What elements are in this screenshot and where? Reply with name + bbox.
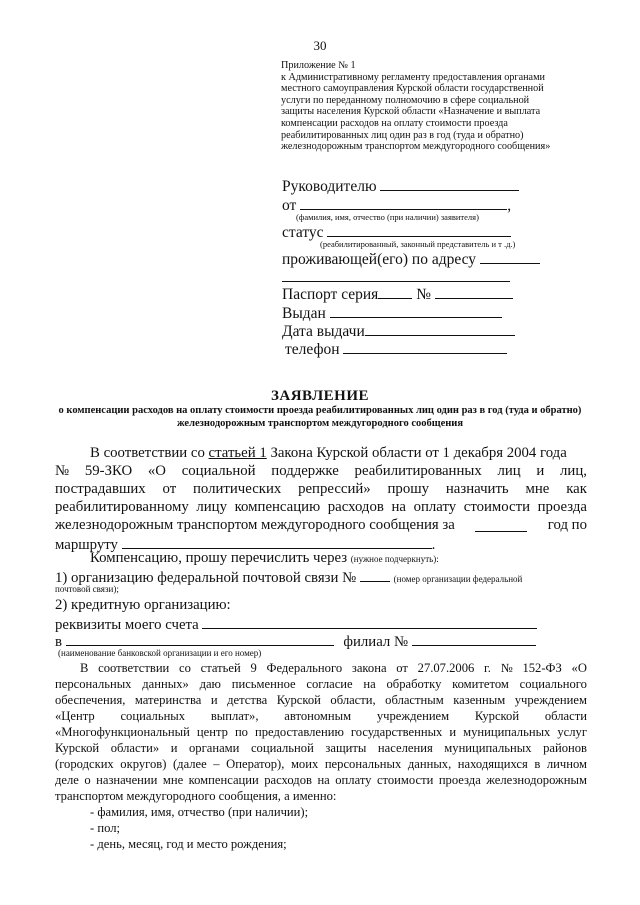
word: районов xyxy=(543,741,587,755)
word: «Многофункциональный xyxy=(55,725,190,739)
word: соответствии xyxy=(98,661,170,675)
payment-option-bank[interactable]: 2) кредитную организацию: xyxy=(55,597,231,613)
word: на xyxy=(363,677,376,691)
word: оплату xyxy=(335,773,372,787)
status-blank[interactable] xyxy=(327,222,511,237)
document-subtitle: о компенсации расходов на оплату стоимости проезда реабилитированных лиц один раз в год (туда и обратно) железнодорожным транспортом междугородного сообщения xyxy=(58,405,582,429)
word: письменное xyxy=(231,677,296,691)
consent-line4 xyxy=(55,709,587,724)
word: учреждением xyxy=(376,709,450,723)
appendix-line: железнодорожным транспортом междугородного сообщения» xyxy=(281,141,551,153)
word: – xyxy=(213,757,220,771)
word: области xyxy=(544,709,587,723)
from-blank[interactable] xyxy=(300,195,507,210)
payment-option-post[interactable] xyxy=(55,567,522,587)
word: обеспечения, xyxy=(55,693,126,707)
word: политических xyxy=(193,481,282,497)
para1-line3 xyxy=(55,481,587,498)
consent-item: - день, месяц, год и место рождения; xyxy=(90,837,287,851)
law-article-link[interactable]: статьей 1 xyxy=(208,445,267,461)
word: компенсацию xyxy=(234,499,321,515)
word: округов) xyxy=(120,757,167,771)
word: расходов xyxy=(327,499,384,515)
passport-number-blank[interactable] xyxy=(435,284,513,299)
word: детства xyxy=(227,693,268,707)
word: выплат», xyxy=(210,709,259,723)
word: Курской xyxy=(55,741,100,755)
word: (городских xyxy=(55,757,114,771)
word: поддержке xyxy=(271,463,339,479)
word: обработку xyxy=(386,677,442,691)
appendix-line: к Административному регламенту предоставления органами xyxy=(281,71,545,83)
consent-line1 xyxy=(80,661,587,676)
address-field xyxy=(282,249,540,269)
word: комитетом xyxy=(452,677,509,691)
word: казенным xyxy=(453,693,506,707)
word: на xyxy=(317,773,330,787)
para1-text: В соответствии со xyxy=(90,445,205,461)
word: как xyxy=(566,481,587,497)
consent-line2 xyxy=(55,677,587,692)
word: материнства xyxy=(134,693,202,707)
issued-blank[interactable] xyxy=(330,303,502,318)
word: социального xyxy=(519,677,587,691)
appendix-line: Приложение № 1 xyxy=(281,60,356,71)
word: № xyxy=(500,661,513,675)
word: стоимости xyxy=(463,499,531,515)
route-label: маршруту xyxy=(55,537,118,553)
word: социальных xyxy=(120,709,186,723)
word: 152-ФЗ xyxy=(522,661,562,675)
word: личном xyxy=(546,757,587,771)
consent-line6 xyxy=(55,741,587,756)
from-label: от xyxy=(282,197,297,214)
word: 59-ЗКО xyxy=(84,463,133,479)
payment-intro-text: Компенсацию, прошу перечислить через xyxy=(90,550,348,566)
word: Оператор), xyxy=(226,757,285,771)
consent-item: - пол; xyxy=(90,821,120,835)
issued-field xyxy=(282,303,502,323)
address-label: проживающей(его) по адресу xyxy=(282,251,477,268)
payment-intro-hint: (нужное подчеркнуть): xyxy=(350,554,439,564)
word: прошу xyxy=(387,481,430,497)
appendix-header xyxy=(281,60,581,153)
issued-label: Выдан xyxy=(282,305,326,322)
word: «Центр xyxy=(55,709,95,723)
word: 9 xyxy=(250,661,257,675)
word: даю xyxy=(199,677,221,691)
para1-line2 xyxy=(55,463,587,480)
word: услуг xyxy=(557,725,587,739)
word: социальной xyxy=(250,741,314,755)
passport-series-label: Паспорт серия xyxy=(282,286,379,303)
word: и xyxy=(170,741,178,755)
word: предоставлению xyxy=(255,725,344,739)
issue-date-label: Дата выдачи xyxy=(282,323,365,340)
word: муниципальных xyxy=(463,725,551,739)
head-blank[interactable] xyxy=(380,176,519,191)
status-hint: (реабилитированный, законный представитель и т .д.) xyxy=(320,239,516,249)
consent-line9: транспортом междугородного сообщения, а именно: xyxy=(55,789,337,803)
para1-text: Закона Курской области от 1 декабря 2004 года xyxy=(270,445,567,461)
word: статьей xyxy=(200,661,241,675)
word: оплату xyxy=(413,499,457,515)
word: области» xyxy=(110,741,160,755)
word: мне xyxy=(162,773,184,787)
word: № xyxy=(55,463,70,479)
option-post-hint: (номер организации федеральной xyxy=(393,574,523,584)
option-post-hint-2: почтовой связи); xyxy=(55,584,119,594)
word: данных» xyxy=(142,677,189,691)
word: репрессий» xyxy=(298,481,371,497)
word: автономным xyxy=(284,709,352,723)
appendix-line: реабилитированных лиц один раз в год (туда и обратно) xyxy=(281,129,524,141)
address-blank[interactable] xyxy=(480,249,540,264)
post-office-number-blank[interactable] xyxy=(360,567,390,582)
word: о xyxy=(84,773,91,787)
word: персональных xyxy=(324,757,402,771)
word: защиты xyxy=(325,741,367,755)
word: деле xyxy=(55,773,79,787)
word: от xyxy=(396,661,408,675)
word: государственных xyxy=(350,725,443,739)
word: моих xyxy=(290,757,319,771)
account-label: реквизиты моего счета xyxy=(55,617,199,633)
para1-line4 xyxy=(55,499,587,516)
word: персональных xyxy=(55,677,132,691)
word: (далее xyxy=(172,757,207,771)
word: Курской xyxy=(474,709,520,723)
word: по xyxy=(234,725,248,739)
word: стоимости xyxy=(376,773,434,787)
word: 27.07.2006 xyxy=(417,661,475,675)
option-post-text: 1) организацию федеральной почтовой связи № xyxy=(55,570,357,586)
word: закона xyxy=(351,661,387,675)
issue-date-blank[interactable] xyxy=(365,321,515,336)
word: реабилитированных xyxy=(354,463,482,479)
word: со xyxy=(179,661,191,675)
head-label: Руководителю xyxy=(282,178,377,195)
word: и xyxy=(210,693,218,707)
consent-line5 xyxy=(55,725,587,740)
from-hint: (фамилия, имя, отчество (при наличии) заявителя) xyxy=(296,212,479,222)
word: назначить xyxy=(445,481,509,497)
word: «О xyxy=(147,463,166,479)
bank-prefix: в xyxy=(55,634,62,650)
address-blank-line-2[interactable] xyxy=(282,281,510,282)
word: и xyxy=(449,725,457,739)
status-label: статус xyxy=(282,224,324,241)
consent-item: - фамилия, имя, отчество (при наличии); xyxy=(90,805,309,819)
appendix-line: услуги по переданному полномочию в сфере социальной xyxy=(281,94,530,106)
word: Курской xyxy=(276,693,321,707)
word: реабилитированному xyxy=(55,499,189,515)
word: компенсации xyxy=(188,773,259,787)
word: В xyxy=(80,661,89,675)
para1-line5 xyxy=(55,517,587,534)
consent-line7 xyxy=(55,757,587,772)
page-number: 30 xyxy=(313,38,327,53)
phone-blank[interactable] xyxy=(343,339,507,354)
consent-line3 xyxy=(55,693,587,708)
from-comma: , xyxy=(507,197,512,214)
document-title: ЗАЯВЛЕНИЕ xyxy=(270,388,370,404)
issue-date-field xyxy=(282,321,515,341)
word: назначении xyxy=(96,773,158,787)
word: лиц xyxy=(497,463,521,479)
word: муниципальных xyxy=(444,741,532,755)
word: лицу xyxy=(196,499,227,515)
word: областным xyxy=(385,693,444,707)
passport-number-label: № xyxy=(416,286,431,303)
word: проезда xyxy=(537,499,587,515)
phone-label: телефон xyxy=(285,341,340,358)
word: согласие xyxy=(306,677,353,691)
word: центр xyxy=(196,725,228,739)
word: железнодорожным xyxy=(486,773,587,787)
word: расходов xyxy=(264,773,312,787)
word: Федерального xyxy=(266,661,343,675)
word: социальной xyxy=(181,463,256,479)
para1-text: железнодорожным транспортом междугородного сообщения за xyxy=(55,517,455,533)
appendix-line: защиты населения Курской области «Назначение и выплата xyxy=(281,106,541,118)
word: проезда xyxy=(438,773,481,787)
passport-field xyxy=(282,284,513,304)
payment-intro xyxy=(90,550,439,567)
word: населения xyxy=(377,741,433,755)
word: органами xyxy=(189,741,240,755)
word: области, xyxy=(330,693,376,707)
word: пострадавших xyxy=(55,481,146,497)
word: в xyxy=(534,757,541,771)
appendix-line: компенсации расходов на оплату стоимости проезда xyxy=(281,117,508,129)
word: на xyxy=(391,499,406,515)
appendix-line: местного самоуправления Курской области государственной xyxy=(281,83,544,95)
para1-text: год по xyxy=(547,517,587,533)
period: . xyxy=(431,537,436,553)
word: учреждением xyxy=(514,693,587,707)
bank-hint: (наименование банковской организации и его номер) xyxy=(58,648,262,658)
consent-line8 xyxy=(55,773,587,788)
word: от xyxy=(162,481,177,497)
passport-series-blank[interactable] xyxy=(378,284,412,299)
branch-label: филиал № xyxy=(343,634,409,650)
word: и xyxy=(536,463,545,479)
word: данных, xyxy=(407,757,452,771)
word: «О xyxy=(571,661,587,675)
word: находящихся xyxy=(457,757,528,771)
phone-field xyxy=(285,339,507,359)
bank-name-blank[interactable] xyxy=(66,631,334,646)
head-field xyxy=(282,176,519,196)
word: лиц, xyxy=(560,463,587,479)
branch-blank[interactable] xyxy=(412,631,536,646)
year-blank[interactable] xyxy=(475,517,527,532)
account-blank[interactable] xyxy=(202,614,537,629)
route-blank[interactable] xyxy=(122,534,432,549)
para1-line1 xyxy=(90,445,567,462)
word: мне xyxy=(525,481,550,497)
word: г. xyxy=(484,661,491,675)
